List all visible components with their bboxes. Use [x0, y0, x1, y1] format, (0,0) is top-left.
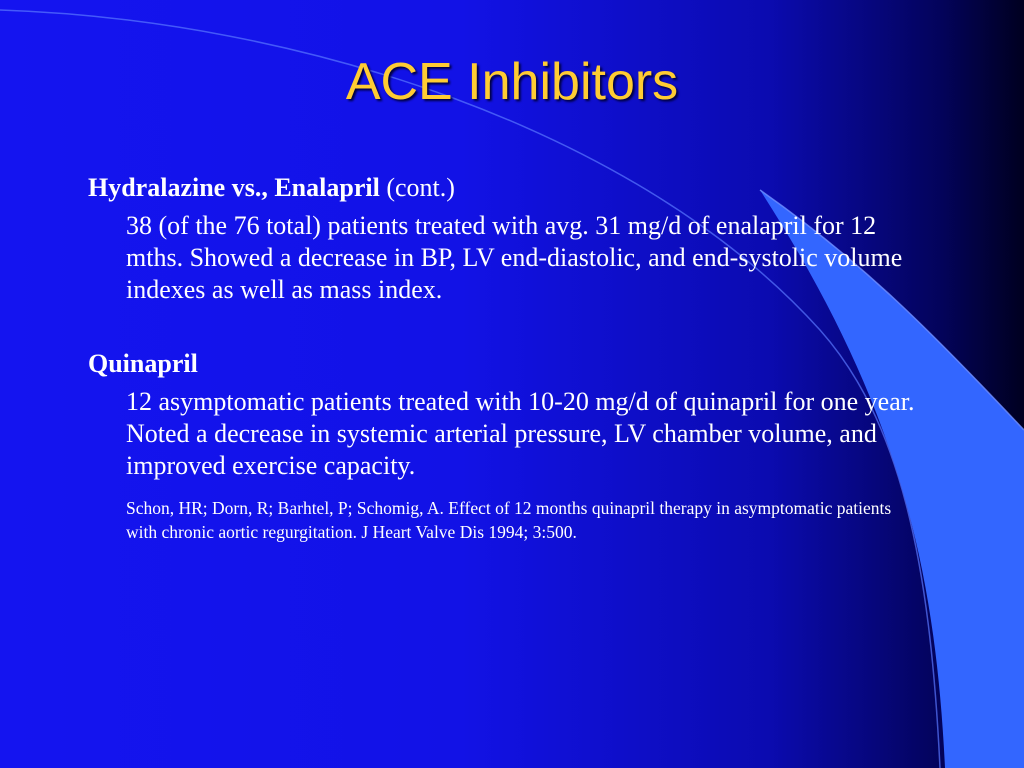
- section-body-quinapril: 12 asymptomatic patients treated with 10-20 mg/d of quinapril for one year. Noted a decrease in systemic arterial pressure, LV chamber volume, and improved exercise capacity.: [126, 387, 915, 480]
- heading-bold-text: Hydralazine vs., Enalapril: [88, 173, 380, 202]
- heading-bold-text: Quinapril: [88, 349, 198, 378]
- section-heading-quinapril: [88, 348, 938, 380]
- slide-content: [88, 172, 938, 544]
- spacer: [88, 306, 938, 348]
- reference-citation: Schon, HR; Dorn, R; Barhtel, P; Schomig, A. Effect of 12 months quinapril therapy in asymptomatic patients with chronic aortic regurgitation. J Heart Valve Dis 1994; 3:500.: [126, 498, 892, 542]
- section-heading-hydralazine: [88, 172, 938, 204]
- heading-note: (cont.): [386, 173, 455, 202]
- slide-title: ACE Inhibitors: [345, 53, 679, 111]
- section-body-hydralazine: 38 (of the 76 total) patients treated with avg. 31 mg/d of enalapril for 12 mths. Showed a decrease in BP, LV end-diastolic, and end-systolic volume indexes as well as mass index.: [126, 211, 903, 304]
